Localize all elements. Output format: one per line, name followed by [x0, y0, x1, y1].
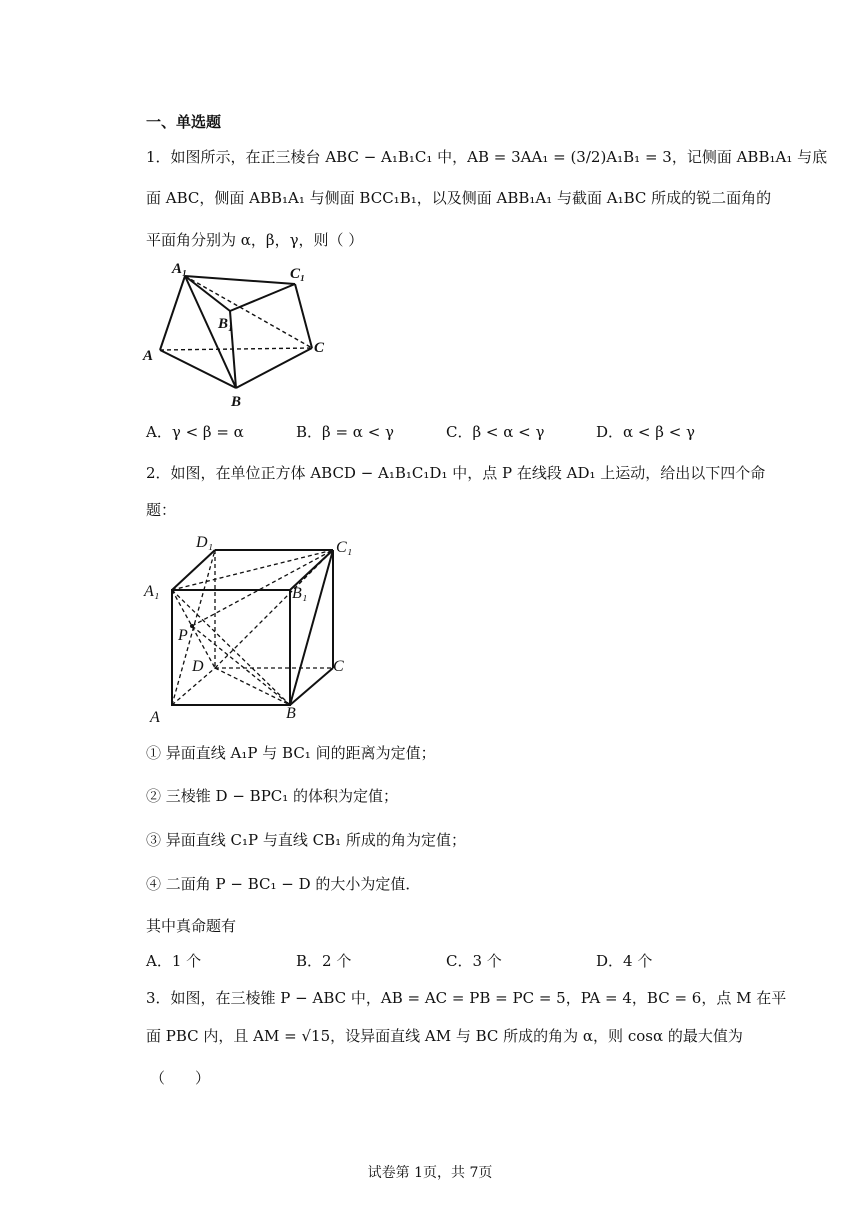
q2-statement-4: ④ 二面角 P − BC₁ − D 的大小为定值． — [146, 875, 421, 893]
q1-line-1: 1．如图所示，在正三棱台 ABC − A₁B₁C₁ 中，AB = 3AA₁ = (3/2)A₁B₁ = 3，记侧面 ABB₁A₁ 与底 — [146, 148, 828, 166]
q3-line-2: 面 PBC 内，且 AM = √15，设异面直线 AM 与 BC 所成的角为 α，则 cosα 的最大值为 — [146, 1027, 743, 1045]
label-B1: B₁ — [218, 316, 234, 332]
label-A1: A₁ — [172, 261, 188, 277]
edge-B-C1 — [290, 550, 333, 705]
q1-option-a[interactable]: A．γ < β = α — [146, 423, 244, 441]
point-P — [190, 624, 194, 628]
label-A: A — [150, 709, 160, 726]
edge-C-C1 — [295, 284, 312, 348]
cube-figure — [140, 530, 370, 730]
q2-statement-3: ③ 异面直线 C₁P 与直线 CB₁ 所成的角为定值； — [146, 831, 466, 849]
edge-A-B — [160, 350, 236, 388]
q2-option-c[interactable]: C．3 个 — [446, 952, 502, 970]
q2-statement-2: ② 三棱锥 D − BPC₁ 的体积为定值； — [146, 787, 399, 805]
edge-P-B — [192, 626, 290, 705]
edge-B-C — [290, 668, 333, 705]
label-B: B — [231, 394, 242, 410]
label-C: C — [314, 340, 325, 356]
edge-A-C — [160, 348, 312, 350]
edge-A1-B1 — [185, 276, 230, 311]
edge-P-C1 — [192, 550, 333, 626]
label-B: B — [286, 705, 296, 722]
q3-line-3: （ ） — [150, 1069, 211, 1087]
q1-option-c[interactable]: C．β < α < γ — [446, 423, 545, 441]
label-D1: D₁ — [196, 534, 214, 551]
edge-D-B — [215, 668, 290, 705]
edge-D-C1 — [215, 550, 333, 668]
edge-A1-C — [185, 276, 312, 348]
q1-option-d[interactable]: D．α < β < γ — [596, 423, 696, 441]
edge-A1-C1 — [185, 276, 295, 284]
label-D: D — [192, 658, 204, 675]
section-title: 一、单选题 — [146, 113, 222, 131]
q2-option-d[interactable]: D．4 个 — [596, 952, 653, 970]
label-A: A — [143, 348, 154, 364]
q2-line-2: 题： — [146, 501, 177, 519]
frustum-figure — [140, 258, 340, 410]
q2-option-a[interactable]: A．1 个 — [146, 952, 202, 970]
edge-B-C — [236, 348, 312, 388]
label-A1: A₁ — [144, 583, 160, 600]
q2-question: 其中真命题有 — [146, 917, 237, 935]
edge-A1-C1 — [172, 550, 333, 590]
q1-option-b[interactable]: B．β = α < γ — [296, 423, 394, 441]
q1-line-3: 平面角分别为 α，β，γ，则（ ） — [146, 231, 364, 249]
q2-option-b[interactable]: B．2 个 — [296, 952, 352, 970]
label-C1: C₁ — [336, 539, 353, 556]
q2-statement-1: ① 异面直线 A₁P 与 BC₁ 间的距离为定值； — [146, 744, 436, 762]
label-B1: B₁ — [292, 585, 308, 602]
edge-A-A1 — [160, 276, 185, 350]
q3-line-1: 3．如图，在三棱锥 P − ABC 中，AB = AC = PB = PC = 5，PA = 4，BC = 6，点 M 在平 — [146, 989, 787, 1007]
page-footer: 试卷第 1页，共 7页 — [367, 1165, 493, 1181]
label-C: C — [333, 658, 344, 675]
label-C1: C₁ — [290, 266, 306, 282]
edge-A1-B — [185, 276, 236, 388]
q1-line-2: 面 ABC，侧面 ABB₁A₁ 与侧面 BCC₁B₁，以及侧面 ABB₁A₁ 与截面 A₁BC 所成的锐二面角的 — [146, 189, 772, 207]
label-P: P — [178, 627, 188, 644]
edge-B1-C1 — [230, 284, 295, 311]
edge-A1-B — [172, 590, 290, 705]
q2-line-1: 2．如图，在单位正方体 ABCD − A₁B₁C₁D₁ 中，点 P 在线段 AD₁ 上运动，给出以下四个命 — [146, 464, 766, 482]
